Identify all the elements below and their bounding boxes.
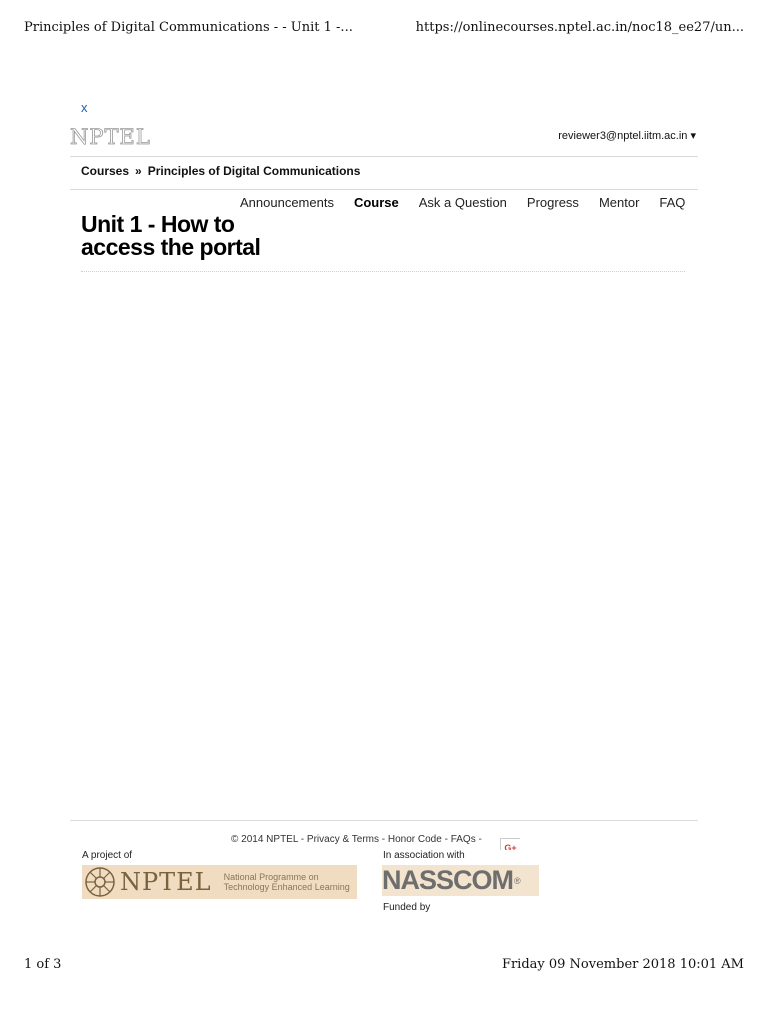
print-footer bbox=[24, 957, 744, 972]
course-nav bbox=[240, 195, 705, 210]
nptel-tagline-line1: National Programme on bbox=[223, 872, 319, 882]
close-button[interactable]: x bbox=[81, 100, 88, 115]
project-of-label: A project of bbox=[82, 850, 133, 861]
page-title: Unit 1 - How to access the portal bbox=[81, 211, 261, 260]
print-page-title: Principles of Digital Communications - - Unit 1 -... bbox=[24, 20, 353, 35]
copyright-text: © 2014 NPTEL - bbox=[231, 834, 307, 845]
footer-dash: - bbox=[441, 834, 451, 845]
nptel-footer-logo[interactable] bbox=[82, 865, 357, 899]
nasscom-logo[interactable] bbox=[382, 865, 539, 896]
nasscom-wordmark: NASSCOM bbox=[382, 865, 514, 895]
breadcrumb-divider bbox=[70, 189, 698, 190]
footer-dash: - bbox=[475, 834, 482, 845]
print-datetime: Friday 09 November 2018 10:01 AM bbox=[501, 957, 744, 972]
nav-progress[interactable]: Progress bbox=[526, 195, 579, 210]
privacy-terms-link[interactable]: Privacy & Terms bbox=[306, 834, 379, 845]
header-divider bbox=[70, 156, 698, 157]
user-account-menu[interactable]: reviewer3@nptel.iitm.ac.in ▾ bbox=[558, 130, 696, 142]
footer-dash: - bbox=[378, 834, 388, 845]
registered-mark: ® bbox=[514, 875, 520, 886]
breadcrumb-current-course[interactable]: Principles of Digital Communications bbox=[147, 164, 361, 178]
funded-by-label: Funded by bbox=[383, 902, 431, 913]
association-label: In association with bbox=[383, 850, 465, 861]
nptel-tagline bbox=[224, 872, 350, 892]
breadcrumb-courses-link[interactable]: Courses bbox=[81, 164, 130, 178]
nptel-tagline-line2: Technology Enhanced Learning bbox=[223, 882, 350, 892]
nav-mentor[interactable]: Mentor bbox=[598, 195, 640, 210]
nav-announcements[interactable]: Announcements bbox=[240, 195, 334, 210]
title-divider bbox=[81, 271, 685, 272]
print-page-number: 1 of 3 bbox=[24, 957, 62, 972]
nptel-emblem-icon bbox=[84, 866, 116, 898]
nptel-logo[interactable]: NPTEL bbox=[70, 125, 151, 149]
footer-links bbox=[231, 834, 482, 845]
faqs-link[interactable]: FAQs bbox=[450, 834, 476, 845]
print-header bbox=[24, 20, 744, 35]
nptel-wordmark: NPTEL bbox=[120, 868, 212, 896]
footer-divider bbox=[70, 820, 698, 821]
honor-code-link[interactable]: Honor Code bbox=[387, 834, 442, 845]
print-page-url: https://onlinecourses.nptel.ac.in/noc18_ee27/un... bbox=[415, 20, 744, 35]
breadcrumb bbox=[81, 164, 360, 178]
google-plus-icon[interactable]: G+ bbox=[500, 838, 520, 850]
nav-ask-a-question[interactable]: Ask a Question bbox=[418, 195, 507, 210]
nav-faq[interactable]: FAQ bbox=[659, 195, 686, 210]
breadcrumb-separator: » bbox=[135, 164, 142, 178]
nav-course[interactable]: Course bbox=[353, 195, 399, 210]
